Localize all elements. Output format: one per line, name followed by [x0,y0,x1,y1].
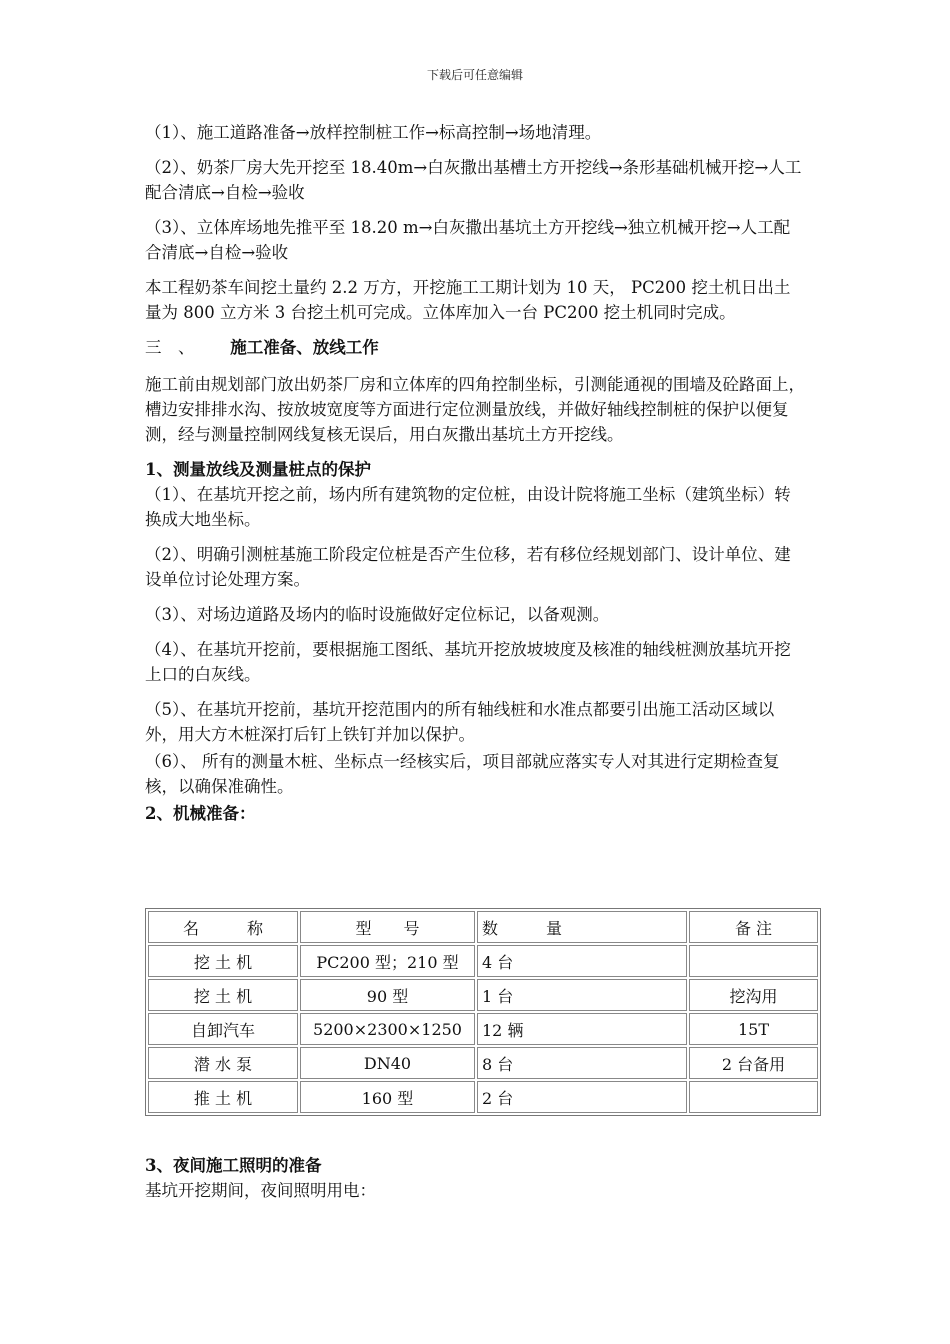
table-cell: 4 台 [477,945,687,977]
table-cell: 挖沟用 [689,979,818,1011]
document-body-end [145,1153,805,1213]
machinery-table [145,908,821,1116]
table-cell: 5200×2300×1250 [300,1013,475,1045]
table-row [148,979,818,1011]
table-cell: 2 台 [477,1081,687,1113]
table-cell: 8 台 [477,1047,687,1079]
table-header-row [148,911,818,943]
table-cell [689,945,818,977]
table-cell: 自卸汽车 [148,1013,298,1045]
list-item: （5）、在基坑开挖前，基坑开挖范围内的所有轴线桩和水准点都要引出施工活动区域以外，用大方木桩深打后钉上铁钉并加以保护。 [145,700,775,744]
paragraph: 基坑开挖期间，夜间照明用电： [145,1181,376,1200]
section-title: 施工准备、放线工作 [230,338,379,357]
list-item: （1）、在基坑开挖之前，场内所有建筑物的定位桩，由设计院将施工坐标（建筑坐标）转换成大地坐标。 [145,485,791,529]
table-cell: DN40 [300,1047,475,1079]
list-item: （4）、在基坑开挖前，要根据施工图纸、基坑开挖放坡坡度及核准的轴线桩测放基坑开挖上口的白灰线。 [145,640,791,684]
subheading-survey: 1、测量放线及测量桩点的保护 [145,460,371,479]
table-cell: 1 台 [477,979,687,1011]
table-cell: 推 土 机 [148,1081,298,1113]
paragraph: 本工程奶茶车间挖土量约 2.2 万方，开挖施工工期计划为 10 天， PC200 挖土机日出土量为 800 立方米 3 台挖土机可完成。立体库加入一台 PC200 挖土机同时完成。 [145,278,791,322]
table-header-cell: 型 号 [300,911,475,943]
section-number: 三 、 [145,338,195,357]
page-header: 下载后可任意编辑 [426,68,523,82]
document-body [145,120,805,826]
table-cell: 2 台备用 [689,1047,818,1079]
table-cell: 挖 土 机 [148,945,298,977]
table-cell: PC200 型；210 型 [300,945,475,977]
section-heading [145,335,805,360]
table-row [148,1081,818,1113]
paragraph: （3）、立体库场地先推平至 18.20 m→白灰撒出基坑土方开挖线→独立机械开挖→人工配合清底→自检→验收 [145,218,791,262]
paragraph: 施工前由规划部门放出奶茶厂房和立体库的四角控制坐标，引测能通视的围墙及砼路面上，槽边安排排水沟、按放坡宽度等方面进行定位测量放线，并做好轴线控制桩的保护以便复测，经与测量控制网线复核无误后，用白灰撒出基坑土方开挖线。 [145,375,805,444]
table-header-cell: 备 注 [689,911,818,943]
table-header-cell: 数 量 [477,911,687,943]
table-cell: 160 型 [300,1081,475,1113]
subheading-lighting: 3、夜间施工照明的准备 [145,1156,322,1175]
paragraph: （2）、奶茶厂房大先开挖至 18.40m→白灰撒出基槽土方开挖线→条形基础机械开挖→人工配合清底→自检→验收 [145,158,802,202]
list-item: （3）、对场边道路及场内的临时设施做好定位标记，以备观测。 [145,605,610,624]
table-cell: 12 辆 [477,1013,687,1045]
table-cell: 潜 水 泵 [148,1047,298,1079]
subheading-machinery: 2、机械准备： [145,804,256,823]
table-row [148,945,818,977]
table-cell: 15T [689,1013,818,1045]
table-row [148,1047,818,1079]
paragraph: （1）、施工道路准备→放样控制桩工作→标高控制→场地清理。 [145,123,602,142]
table-cell: 90 型 [300,979,475,1011]
list-item: （2）、明确引测桩基施工阶段定位桩是否产生位移，若有移位经规划部门、设计单位、建设单位讨论处理方案。 [145,545,791,589]
table-row [148,1013,818,1045]
list-item: （6）、 所有的测量木桩、坐标点一经核实后，项目部就应落实专人对其进行定期检查复核，以确保准确性。 [145,752,780,796]
table-header-cell: 名 称 [148,911,298,943]
table-cell: 挖 土 机 [148,979,298,1011]
table-cell [689,1081,818,1113]
